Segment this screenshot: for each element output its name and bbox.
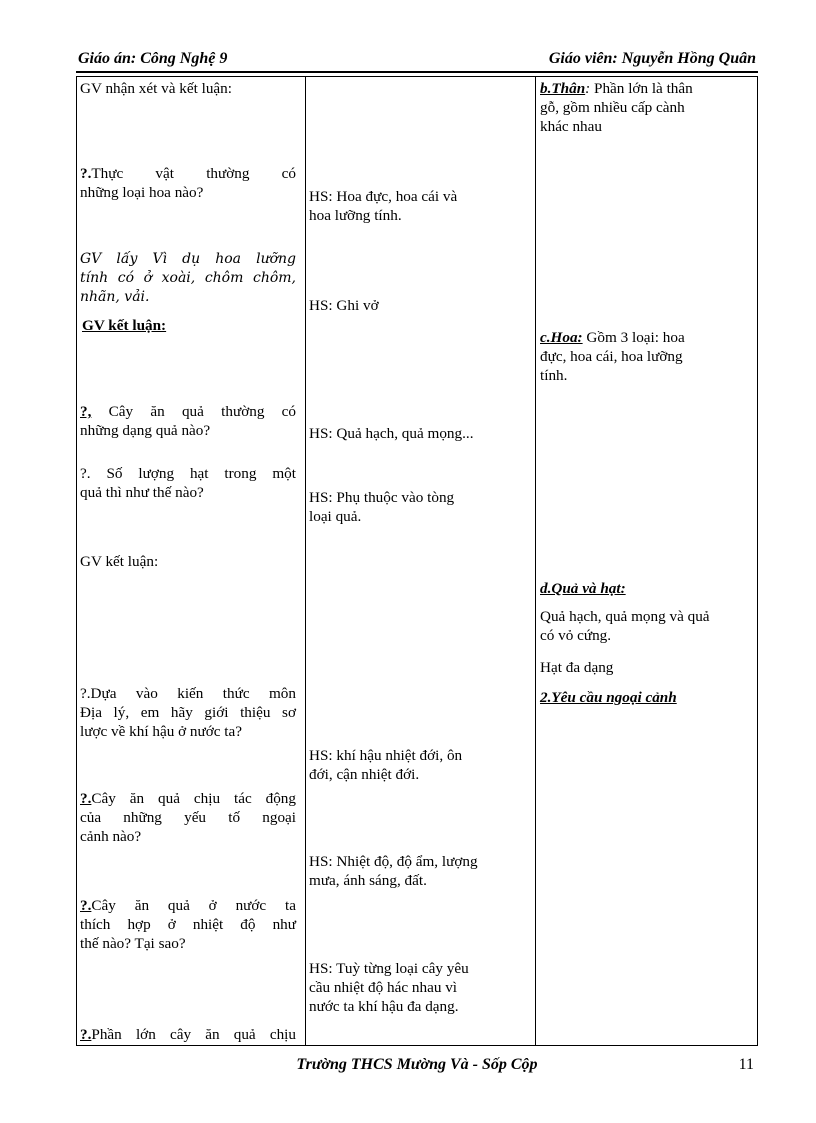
content-fruit: Quả hạch, quả mọng và quả có vỏ cứng. xyxy=(540,608,710,644)
answer-environment-factors: HS: Nhiệt độ, độ ẩm, lượng mưa, ánh sáng, đất. xyxy=(309,853,478,889)
footer-school: Trường THCS Mường Và - Sốp Cộp xyxy=(296,1056,538,1073)
page-footer xyxy=(78,1056,756,1078)
content-flower: c.Hoa: Gồm 3 loại: hoa đực, hoa cái, hoa lưỡng tính. xyxy=(540,329,685,384)
question-mark: ?. xyxy=(80,1026,92,1043)
content-environment-heading: 2.Yêu cầu ngoại cảnh xyxy=(540,689,677,706)
question-partial: ?.Phần lớn cây ăn quả chịu xyxy=(80,1026,296,1043)
question-mark: ?. xyxy=(80,790,92,807)
question-mark: ?. xyxy=(80,897,92,914)
question-mark: ?, xyxy=(80,403,92,420)
lesson-table xyxy=(76,76,758,1046)
header-rule xyxy=(76,71,758,73)
content-seed: Hạt đa dạng xyxy=(540,659,614,676)
answer-seed-count: HS: Phụ thuộc vào tòng loại quả. xyxy=(309,489,455,525)
question-seed-count: ?. Số lượng hạt trong một quả thì như thế nào? xyxy=(80,465,296,501)
content-stem: b.Thân: Phần lớn là thân gỗ, gồm nhiều cấp cành khác nhau xyxy=(540,80,693,135)
section-heading: b.Thân xyxy=(540,80,586,97)
content-fruit-heading: d.Quả và hạt: xyxy=(540,580,626,597)
question-climate: ?.Dựa vào kiến thức môn Địa lý, em hãy giới thiệu sơ lược về khí hậu ở nước ta? xyxy=(80,685,296,740)
question-mark: ?. xyxy=(80,165,92,182)
question-temperature: ?.Cây ăn quả ở nước ta thích hợp ở nhiệt độ như thế nào? Tại sao? xyxy=(80,897,296,952)
answer-fruit-shapes: HS: Quả hạch, quả mọng... xyxy=(309,425,474,442)
header-teacher: Giáo viên: Nguyễn Hồng Quân xyxy=(548,50,756,67)
teacher-comment: GV nhận xét và kết luận: xyxy=(80,80,232,97)
header-subject: Giáo án: Công Nghệ 9 xyxy=(78,50,228,67)
section-heading: c.Hoa: xyxy=(540,329,583,346)
answer-temperature: HS: Tuỳ từng loại cây yêu cầu nhiệt độ hác nhau vì nước ta khí hậu đa dạng. xyxy=(309,960,469,1015)
page-number: 11 xyxy=(738,1056,754,1073)
column-divider-1 xyxy=(305,77,306,1045)
teacher-conclusion-2: GV kết luận: xyxy=(80,553,159,570)
teacher-conclusion-1: GV kết luận: xyxy=(82,317,167,334)
question-fruit-shapes: ?, Cây ăn quả thường có những dạng quả nào? xyxy=(80,403,296,439)
column-divider-2 xyxy=(535,77,536,1045)
page-header xyxy=(78,46,756,70)
answer-climate: HS: khí hậu nhiệt đới, ôn đới, cận nhiệt đới. xyxy=(309,747,463,783)
question-environment-factors: ?.Cây ăn quả chịu tác động của những yếu tố ngoại cảnh nào? xyxy=(80,790,296,845)
answer-take-notes: HS: Ghi vở xyxy=(309,297,379,314)
teacher-example: GV lấy Vì dụ hoa lưỡng tính có ở xoài, chôm chôm, nhãn, vải. xyxy=(80,251,296,305)
answer-flower-types: HS: Hoa đực, hoa cái và hoa lưỡng tính. xyxy=(309,188,458,224)
question-flower-types: ?.Thực vật thường có những loại hoa nào? xyxy=(80,165,296,201)
